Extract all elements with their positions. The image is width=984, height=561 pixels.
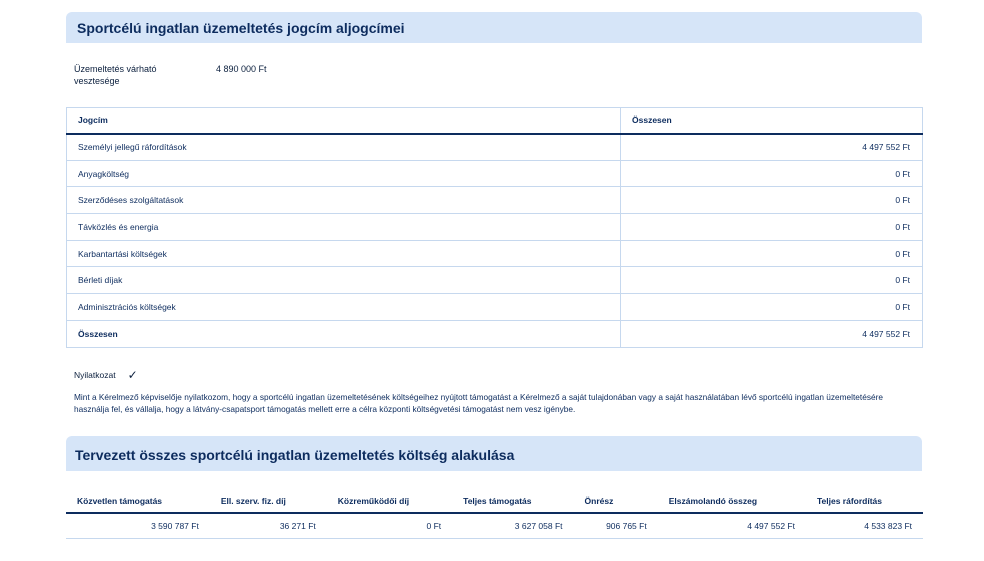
cell-onresz: 906 765 Ft [574, 513, 658, 538]
column-header-teljes-raforditas: Teljes ráfordítás [806, 489, 923, 513]
row-value: 0 Ft [621, 187, 923, 214]
row-value: 0 Ft [621, 294, 923, 321]
section-title: Tervezett összes sportcélú ingatlan üzemeltetés költség alakulása [75, 447, 515, 463]
jogcim-table [66, 107, 923, 348]
checkmark-icon: ✓ [127, 368, 138, 382]
row-label: Bérleti díjak [67, 267, 621, 294]
expected-loss-label: Üzemeltetés várható vesztesége [74, 64, 157, 86]
table-row [67, 187, 923, 214]
table-row [67, 240, 923, 267]
section-title: Sportcélú ingatlan üzemeltetés jogcím aljogcímei [77, 20, 405, 36]
table-header-row [67, 108, 923, 134]
table-row [67, 294, 923, 321]
row-value: 0 Ft [621, 267, 923, 294]
table-row [66, 513, 923, 538]
table-row [67, 267, 923, 294]
row-value: 0 Ft [621, 214, 923, 241]
plan-table [66, 489, 923, 539]
expected-loss-value: 4 890 000 Ft [216, 64, 267, 74]
total-value: 4 497 552 Ft [621, 320, 923, 347]
declaration-label: Nyilatkozat [74, 370, 116, 380]
declaration-text: Mint a Kérelmező képviselője nyilatkozom, hogy a sportcélú ingatlan üzemeltetésének költségeihez nyújtott támogatást a Kérelmező a saját tulajdonában vagy a saját használatában lévő sportcélú ingatlan üzemeltetésére használja fel, és vállalja, hogy a látvány-csapatsport támogatás mellett erre a célra központi költségvetési támogatást nem vesz igénybe. [74, 392, 883, 414]
table-row [67, 160, 923, 187]
column-header-teljes-tamogatas: Teljes támogatás [452, 489, 573, 513]
table-row [67, 214, 923, 241]
declaration-row [74, 368, 138, 382]
column-header-kozvetlen-tamogatas: Közvetlen támogatás [66, 489, 210, 513]
table-total-row [67, 320, 923, 347]
total-label: Összesen [67, 320, 621, 347]
column-header-elszamolando-osszeg: Elszámolandó összeg [658, 489, 806, 513]
section-header-aljogcimek [66, 12, 922, 43]
row-label: Karbantartási költségek [67, 240, 621, 267]
row-label: Adminisztrációs költségek [67, 294, 621, 321]
row-value: 0 Ft [621, 240, 923, 267]
column-header-onresz: Önrész [574, 489, 658, 513]
cell-kozremukodoi-dij: 0 Ft [327, 513, 452, 538]
cell-elszamolando-osszeg: 4 497 552 Ft [658, 513, 806, 538]
table-header-row [66, 489, 923, 513]
column-header-kozremukodoi-dij: Közreműködői díj [327, 489, 452, 513]
row-label: Távközlés és energia [67, 214, 621, 241]
row-value: 0 Ft [621, 160, 923, 187]
cell-kozvetlen-tamogatas: 3 590 787 Ft [66, 513, 210, 538]
column-header-ell-szerv-fiz-dij: Ell. szerv. fiz. díj [210, 489, 327, 513]
row-label: Személyi jellegű ráfordítások [67, 134, 621, 161]
column-header-osszesen: Összesen [621, 108, 923, 134]
row-label: Szerződéses szolgáltatások [67, 187, 621, 214]
cell-teljes-raforditas: 4 533 823 Ft [806, 513, 923, 538]
cell-ell-szerv-fiz-dij: 36 271 Ft [210, 513, 327, 538]
section-header-koltseg-alakulasa [66, 436, 922, 471]
cell-teljes-tamogatas: 3 627 058 Ft [452, 513, 573, 538]
column-header-jogcim: Jogcím [67, 108, 621, 134]
row-label: Anyagköltség [67, 160, 621, 187]
row-value: 4 497 552 Ft [621, 134, 923, 161]
table-row [67, 134, 923, 161]
